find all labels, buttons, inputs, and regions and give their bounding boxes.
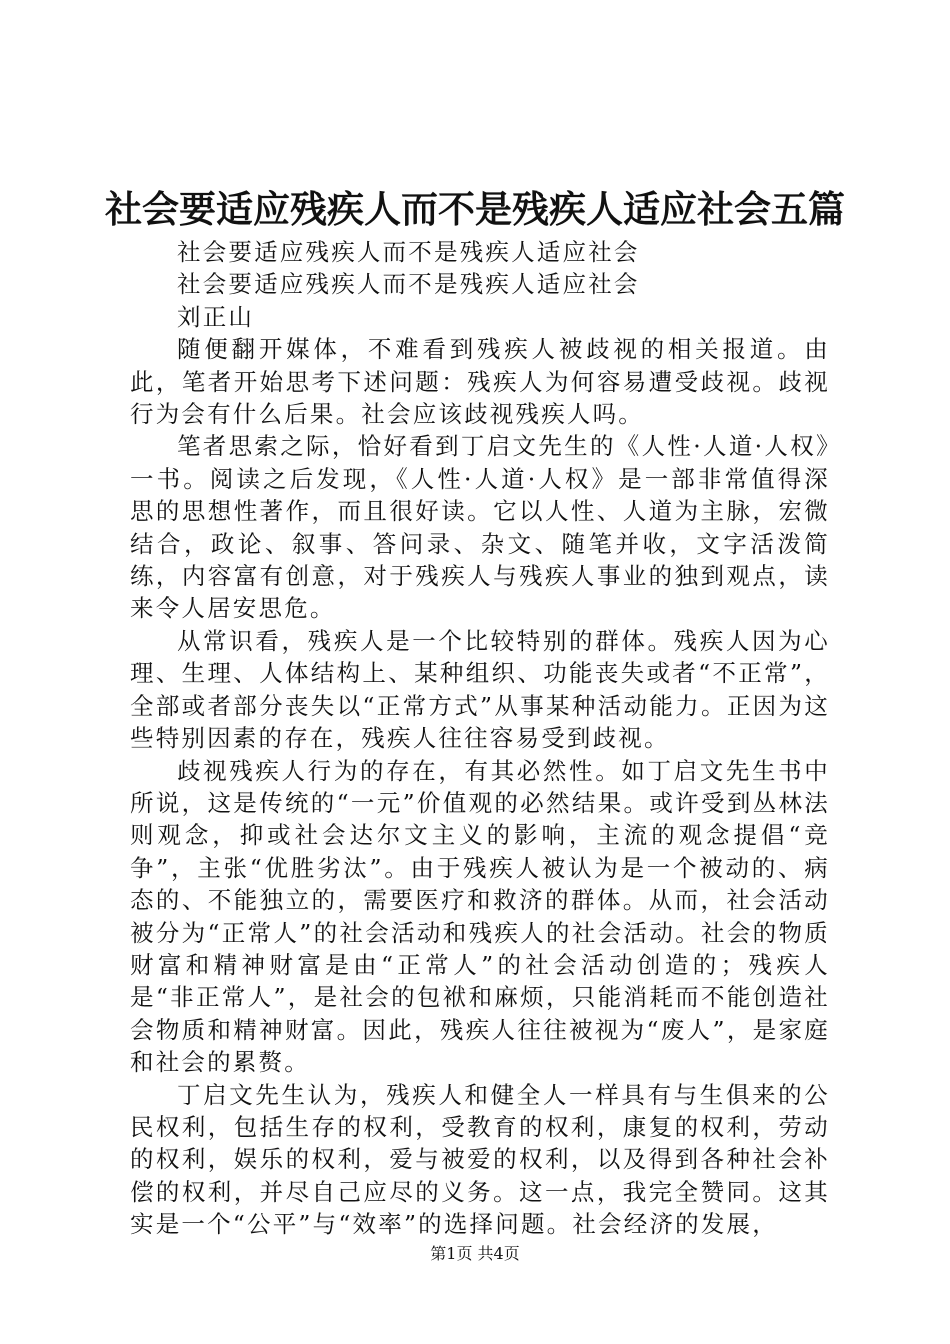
paragraph: 笔者思索之际，恰好看到丁启文先生的《人性·人道·人权》一书。阅读之后发现，《人性·人道·人权》是一部非常值得深思的思想性著作，而且很好读。它以人性、人道为主脉，宏微结合，政论、叙事、答问录、杂文、随笔并收，文字活泼简练，内容富有创意，对于残疾人与残疾人事业的独到观点，读来令人居安思危。 bbox=[130, 432, 830, 623]
page-number: 第1页 共4页 bbox=[430, 1244, 520, 1263]
document-body bbox=[130, 236, 830, 1241]
paragraph: 随便翻开媒体，不难看到残疾人被歧视的相关报道。由此，笔者开始思考下述问题：残疾人为何容易遭受歧视。歧视行为会有什么后果。社会应该歧视残疾人吗。 bbox=[130, 335, 830, 429]
author-line: 刘正山 bbox=[177, 302, 255, 331]
paragraph: 从常识看，残疾人是一个比较特别的群体。残疾人因为心理、生理、人体结构上、某种组织、功能丧失或者“不正常”，全部或者部分丧失以“正常方式”从事某种活动能力。正因为这些特别因素的存在，残疾人往往容易受到歧视。 bbox=[130, 626, 830, 753]
paragraph: 社会要适应残疾人而不是残疾人适应社会 bbox=[177, 270, 640, 299]
paragraph: 丁启文先生认为，残疾人和健全人一样具有与生俱来的公民权利，包括生存的权利，受教育的权利，康复的权利，劳动的权利，娱乐的权利，爱与被爱的权利，以及得到各种社会补偿的权利，并尽自己应尽的义务。这一点，我完全赞同。这其实是一个“公平”与“效率”的选择问题。社会经济的发展， bbox=[130, 1080, 830, 1239]
document-title: 社会要适应残疾人而不是残疾人适应社会五篇 bbox=[105, 187, 845, 231]
paragraph: 社会要适应残疾人而不是残疾人适应社会 bbox=[177, 238, 640, 266]
paragraph: 歧视残疾人行为的存在，有其必然性。如丁启文先生书中所说，这是传统的“一元”价值观的必然结果。或许受到丛林法则观念，抑或社会达尔文主义的影响，主流的观念提倡“竞争”，主张“优胜劣汰”。由于残疾人被认为是一个被动的、病态的、不能独立的，需要医疗和救济的群体。从而，社会活动被分为“正常人”的社会活动和残疾人的社会活动。社会的物质财富和精神财富是由“正常人”的社会活动创造的；残疾人是“非正常人”，是社会的包袱和麻烦，只能消耗而不能创造社会物质和精神财富。因此，残疾人往往被视为“废人”，是家庭和社会的累赘。 bbox=[130, 756, 830, 1077]
